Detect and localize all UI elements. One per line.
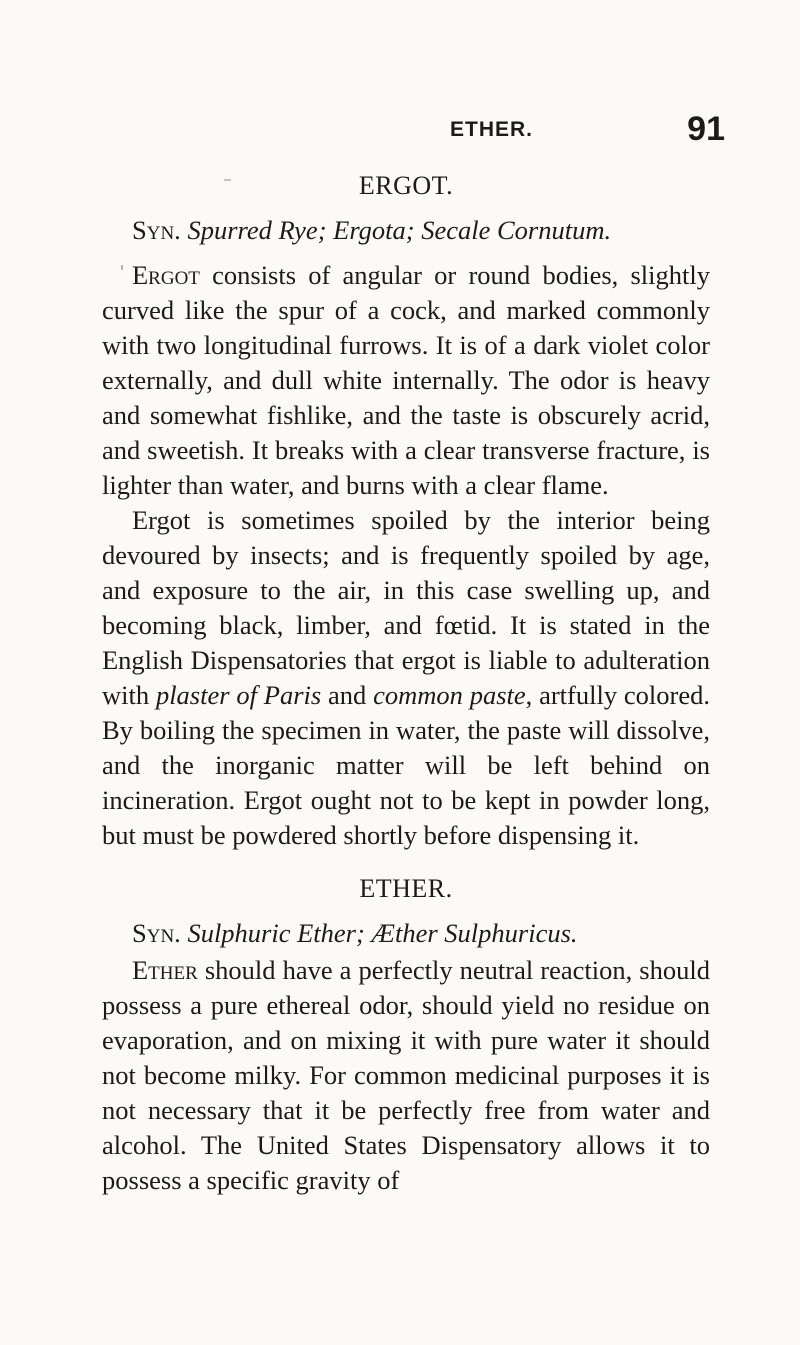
section-title-ether: ETHER.: [359, 874, 453, 903]
synonyms-line-ether: [102, 916, 710, 951]
paragraph-text: and: [321, 680, 374, 710]
running-title: ETHER.: [449, 118, 533, 141]
section-title-ergot: ERGOT.: [358, 171, 454, 200]
page-number: 91: [687, 110, 725, 148]
synonyms-text: Spurred Rye; Ergota; Secale Cornutum.: [187, 215, 612, 245]
syn-label: Syn.: [132, 215, 181, 245]
paragraph-text: consists of angular or round bodies, slightly curved like the spur of a cock, and marked commonly with two longitudinal furrows. It is of a dark violet color externally, and dull white internally. The odor is heavy and somewhat fishlike, and the taste is obscurely acrid, and sweetish. It breaks with a clear transverse fracture, is lighter than water, and burns with a clear flame.: [102, 260, 710, 500]
text-block: [102, 162, 710, 1198]
paragraph-text: Ergot is sometimes spoiled by the interior being devoured by insects; and is frequently spoiled by age, and exposure to the air, in this case swelling up, and becoming black, limber, and fœtid. It is stated in the English Dispensatories that ergot is liable to adulteration with: [102, 505, 710, 710]
synonyms-text: Sulphuric Ether; Æther Sulphuricus.: [187, 918, 578, 948]
paragraph-text: should have a perfectly neutral reaction, should possess a pure ethereal odor, should yield no residue on evaporation, and on mixing it with pure water it should not become milky. For common medicinal purposes it is not necessary that it be perfectly free from water and alcohol. The United States Dispensatory allows it to possess a specific gravity of: [102, 955, 710, 1195]
syn-label: Syn.: [132, 918, 181, 948]
paragraph-ether-description: [102, 953, 710, 1198]
paragraph-text: , artfully colored. By boiling the specimen in water, the paste will dissolve, and the inorganic matter will be left behind on incineration. Ergot ought not to be kept in powder long, but must be powdered shortly before dispensing it.: [102, 680, 710, 850]
italic-term: common paste: [373, 680, 526, 710]
running-head: [258, 110, 725, 150]
paragraph-ergot-adulteration: [102, 503, 710, 853]
lead-word: Ergot: [132, 260, 200, 290]
synonyms-line-ergot: [102, 213, 710, 248]
italic-term: plaster of Paris: [155, 680, 322, 710]
paragraph-ergot-description: [102, 258, 710, 503]
lead-word: Ether: [132, 955, 198, 985]
